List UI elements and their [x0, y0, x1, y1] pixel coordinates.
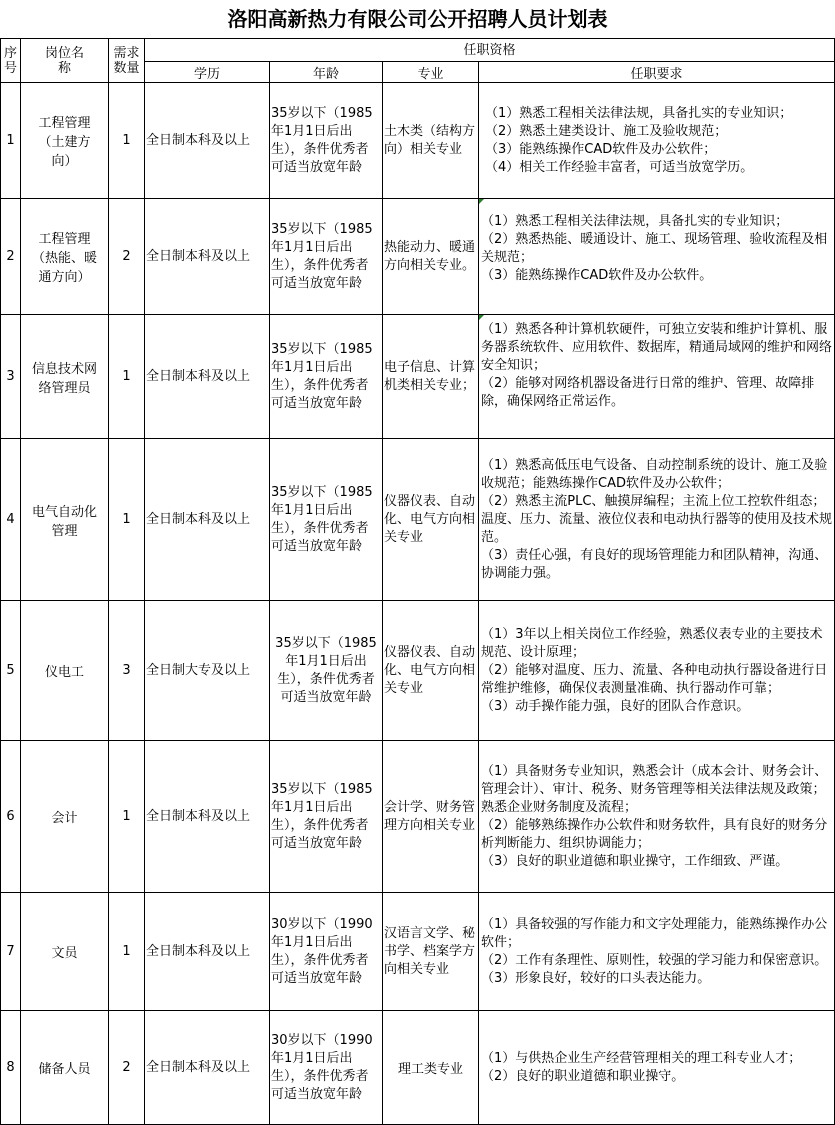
requirements-cell [479, 439, 835, 601]
age-cell: 35岁以下（1985年1月1日后出生），条件优秀者可适当放宽年龄 [270, 315, 383, 439]
requirement-line: （3）良好的职业道德和职业操守，工作细致、严谨。 [481, 853, 789, 869]
table-row [1, 315, 835, 439]
seq-cell: 4 [1, 439, 21, 601]
count-cell: 1 [109, 83, 145, 199]
age-cell: 35岁以下（1985年1月1日后出生），条件优秀者可适当放宽年龄 [270, 741, 383, 893]
requirement-line: （3）能熟练操作CAD软件及办公软件； [485, 141, 717, 157]
requirement-line: （2）熟悉热能、暖通设计、施工、现场管理、验收流程及相关规范； [481, 232, 828, 265]
table-row [1, 741, 835, 893]
requirement-line: （1）具备财务专业知识，熟悉会计（成本会计、财务会计、管理会计）、审计、税务、财务管理等相关法律法规及政策；熟悉企业财务制度及流程； [481, 763, 828, 815]
major-cell: 理工类专业 [383, 1011, 479, 1125]
requirement-line: （1）熟悉高低压电气设备、自动控制系统的设计、施工及验收规范；能熟练操作CAD软件及办公软件； [481, 457, 828, 491]
major-cell: 会计学、财务管理方向相关专业 [383, 741, 479, 893]
requirement-line: （1）熟悉工程相关法律法规，具备扎实的专业知识； [485, 105, 793, 121]
recruitment-plan-table [0, 38, 835, 1125]
requirement-line: （2）能够熟练操作办公软件和财务软件，具有良好的财务分析判断能力、组织协调能力； [481, 817, 828, 851]
seq-cell: 2 [1, 199, 21, 315]
count-cell: 1 [109, 315, 145, 439]
position-cell: 信息技术网络管理员 [21, 315, 109, 439]
requirement-line: （2）良好的职业道德和职业操守。 [481, 1068, 685, 1084]
education-cell: 全日制本科及以上 [145, 439, 270, 601]
requirements-cell [479, 601, 835, 741]
count-cell: 1 [109, 439, 145, 601]
header-row-1 [1, 39, 835, 62]
position-cell: 文员 [21, 893, 109, 1011]
requirement-line: （2）熟悉主流PLC、触摸屏编程；主流上位工控软件组态；温度、压力、流量、液位仪表和电动执行器等的使用及技术规范。 [481, 493, 833, 545]
major-cell: 仪器仪表、自动化、电气方向相关专业 [383, 601, 479, 741]
position-cell: 储备人员 [21, 1011, 109, 1125]
major-cell: 汉语言文学、秘书学、档案学方向相关专业 [383, 893, 479, 1011]
major-cell: 电子信息、计算机类相关专业； [383, 315, 479, 439]
requirements-cell [479, 83, 835, 199]
age-cell: 35岁以下（1985年1月1日后出生），条件优秀者可适当放宽年龄 [270, 199, 383, 315]
header-qualification: 任职资格 [145, 39, 835, 62]
requirement-line: （3）责任心强，有良好的现场管理能力和团队精神，沟通、协调能力强。 [481, 547, 828, 581]
education-cell: 全日制本科及以上 [145, 199, 270, 315]
page-title: 洛阳高新热力有限公司公开招聘人员计划表 [227, 7, 608, 31]
education-cell: 全日制本科及以上 [145, 315, 270, 439]
seq-cell: 6 [1, 741, 21, 893]
header-count: 需求数量 [109, 39, 145, 83]
seq-cell: 5 [1, 601, 21, 741]
education-cell: 全日制本科及以上 [145, 83, 270, 199]
header-major: 专业 [383, 62, 479, 83]
requirement-line: （2）熟悉土建类设计、施工及验收规范； [485, 123, 728, 139]
position-cell: 电气自动化管理 [21, 439, 109, 601]
requirements-cell [479, 1011, 835, 1125]
table-row [1, 601, 835, 741]
count-cell: 1 [109, 741, 145, 893]
seq-cell: 8 [1, 1011, 21, 1125]
requirements-cell [479, 741, 835, 893]
age-cell: 35岁以下（1985年1月1日后出生），条件优秀者可适当放宽年龄 [270, 83, 383, 199]
table-row [1, 439, 835, 601]
count-cell: 3 [109, 601, 145, 741]
requirement-line: （3）能熟练操作CAD软件及办公软件。 [481, 268, 713, 283]
seq-cell: 3 [1, 315, 21, 439]
seq-cell: 1 [1, 83, 21, 199]
education-cell: 全日制大专及以上 [145, 601, 270, 741]
major-cell: 土木类（结构方向）相关专业 [383, 83, 479, 199]
requirements-cell [479, 199, 835, 315]
table-row [1, 83, 835, 199]
header-requirements: 任职要求 [479, 62, 835, 83]
table-row [1, 1011, 835, 1125]
header-age: 年龄 [270, 62, 383, 83]
age-cell: 30岁以下（1990年1月1日后出生），条件优秀者可适当放宽年龄 [270, 1011, 383, 1125]
count-cell: 2 [109, 1011, 145, 1125]
requirement-line: （1）与供热企业生产经营管理相关的理工科专业人才； [481, 1050, 802, 1066]
education-cell: 全日制本科及以上 [145, 893, 270, 1011]
requirement-line: （4）相关工作经验丰富者，可适当放宽学历。 [485, 159, 754, 175]
table-row [1, 199, 835, 315]
header-seq: 序号 [1, 39, 21, 83]
table-row [1, 893, 835, 1011]
position-cell: 仪电工 [21, 601, 109, 741]
position-cell: 会计 [21, 741, 109, 893]
position-cell: 工程管理（土建方向） [21, 83, 109, 199]
education-cell: 全日制本科及以上 [145, 1011, 270, 1125]
count-cell: 2 [109, 199, 145, 315]
requirement-line: （1）熟悉各种计算机软硬件，可独立安装和维护计算机、服务器系统软件、应用软件、数据库，精通局域网的维护和网络安全知识； [481, 322, 833, 373]
requirement-line: （3）动手操作能力强，良好的团队合作意识。 [481, 698, 750, 714]
age-cell: 30岁以下（1990年1月1日后出生），条件优秀者可适当放宽年龄 [270, 893, 383, 1011]
requirements-cell [479, 893, 835, 1011]
requirement-line: （2）工作有条理性、原则性，较强的学习能力和保密意识。 [481, 952, 828, 968]
requirement-line: （1）3年以上相关岗位工作经验，熟悉仪表专业的主要技术规范、设计原理； [481, 626, 823, 660]
position-cell: 工程管理（热能、暖通方向） [21, 199, 109, 315]
age-cell: 35岁以下（1985年1月1日后出生），条件优秀者可适当放宽年龄 [270, 439, 383, 601]
education-cell: 全日制本科及以上 [145, 741, 270, 893]
age-cell: 35岁以下（1985年1月1日后出生），条件优秀者可适当放宽年龄 [270, 601, 383, 741]
requirement-line: （3）形象良好，较好的口头表达能力。 [481, 970, 711, 986]
requirement-line: （1）熟悉工程相关法律法规，具备扎实的专业知识； [481, 214, 789, 229]
requirements-cell [479, 315, 835, 439]
seq-cell: 7 [1, 893, 21, 1011]
requirement-line: （1）具备较强的写作能力和文字处理能力，能熟练操作办公软件； [481, 916, 828, 950]
header-position: 岗位名称 [21, 39, 109, 83]
requirement-line: （2）能够对网络机器设备进行日常的维护、管理、故障排除，确保网络正常运作。 [481, 376, 815, 409]
major-cell: 仪器仪表、自动化、电气方向相关专业 [383, 439, 479, 601]
major-cell: 热能动力、暖通方向相关专业。 [383, 199, 479, 315]
count-cell: 1 [109, 893, 145, 1011]
header-education: 学历 [145, 62, 270, 83]
requirement-line: （2）能够对温度、压力、流量、各种电动执行器设备进行日常维护维修，确保仪表测量准确、执行器动作可靠； [481, 662, 828, 696]
